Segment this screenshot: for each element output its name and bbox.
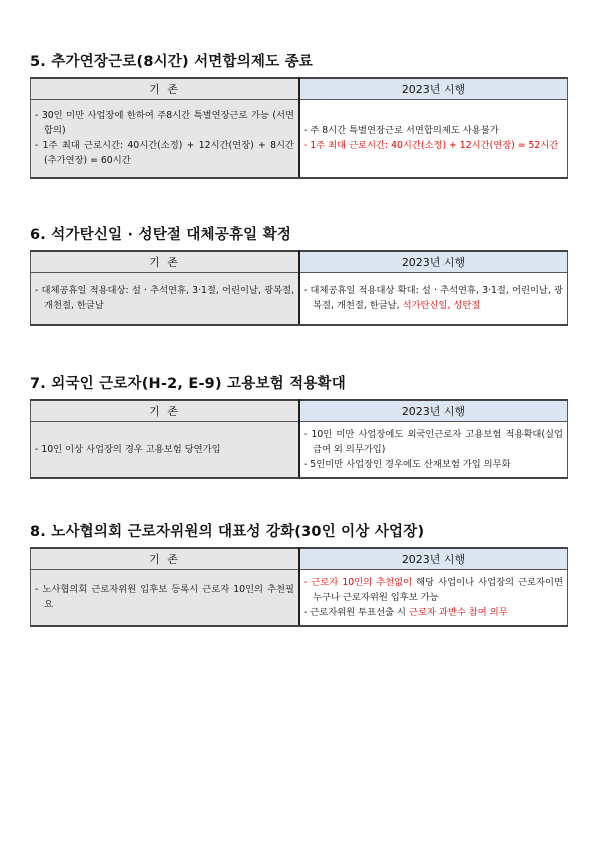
section-5 — [30, 50, 568, 179]
new-item-highlight: - 1주 최대 근로시간: 40시간(소정) + 12시간(연장) = 52시간 — [304, 140, 559, 152]
section-title: 8. 노사협의회 근로자위원의 대표성 강화(30인 이상 사업장) — [30, 524, 425, 540]
header-old: 기 존 — [31, 400, 300, 422]
new-item-text: - 대체공휴일 적용대상 확대: 설 · 추석연휴, 3·1절, 어린이날, 광복절, 개천절, 한글날, — [304, 285, 563, 312]
header-new: 2023년 시행 — [299, 78, 568, 100]
new-item-text: - 근로자위원 투표선출 시 — [304, 606, 409, 618]
new-item — [304, 575, 563, 605]
old-item: - 대체공휴일 적용대상: 설 · 추석연휴, 3·1절, 어린이날, 광복절, 개천절, 한글날 — [35, 285, 294, 312]
header-new: 2023년 시행 — [299, 548, 568, 570]
new-item — [304, 605, 563, 620]
header-new: 2023년 시행 — [299, 400, 568, 422]
old-item: - 1주 최대 근로시간: 40시간(소정) + 12시간(연장) + 8시간(추가연장) = 60시간 — [35, 140, 294, 167]
comparison-table — [30, 399, 568, 479]
new-item-highlight: - 근로자 10인의 추천없이 — [304, 576, 413, 588]
old-cell — [31, 273, 300, 325]
comparison-table — [30, 250, 568, 326]
header-old: 기 존 — [31, 548, 300, 570]
comparison-table — [30, 77, 568, 179]
old-item: - 노사협의회 근로자위원 입후보 등록시 근로자 10인의 추천필요 — [35, 584, 294, 611]
new-cell — [299, 422, 568, 478]
new-item: - 5인미만 사업장인 경우에도 산재보험 가입 의무화 — [304, 458, 511, 470]
new-cell — [299, 273, 568, 325]
new-item-highlight: 근로자 과반수 참여 의무 — [408, 606, 508, 618]
section-6 — [30, 223, 568, 326]
new-cell — [299, 100, 568, 178]
old-cell — [31, 422, 300, 478]
old-cell — [31, 570, 300, 626]
new-item-text: 해당 사업이나 사업장의 근로자이면 누구나 근로자위원 입후보 가능 — [313, 576, 563, 603]
new-item-highlight: 석가탄신일, 성탄절 — [402, 300, 481, 312]
section-title: 5. 추가연장근로(8시간) 서면합의제도 종료 — [30, 54, 313, 70]
section-7 — [30, 372, 568, 479]
section-title: 7. 외국인 근로자(H-2, E-9) 고용보험 적용확대 — [30, 376, 346, 392]
header-old: 기 존 — [31, 251, 300, 273]
old-item: - 30인 미만 사업장에 한하여 주8시간 특별연장근로 가능 (서면합의) — [35, 110, 294, 137]
comparison-table — [30, 547, 568, 627]
new-item — [304, 283, 563, 313]
old-cell — [31, 100, 300, 178]
new-item: - 주 8시간 특별연장근로 서면합의제도 사용불가 — [304, 125, 499, 137]
new-cell — [299, 570, 568, 626]
header-new: 2023년 시행 — [299, 251, 568, 273]
section-title: 6. 석가탄신일 · 성탄절 대체공휴일 확정 — [30, 227, 292, 243]
section-8 — [30, 520, 568, 627]
header-old: 기 존 — [31, 78, 300, 100]
old-item: - 10인 이상 사업장의 경우 고용보험 당연가입 — [35, 443, 221, 455]
new-item: - 10인 미만 사업장에도 외국인근로자 고용보험 적용확대(실업급여 외 의무가입) — [304, 428, 563, 455]
